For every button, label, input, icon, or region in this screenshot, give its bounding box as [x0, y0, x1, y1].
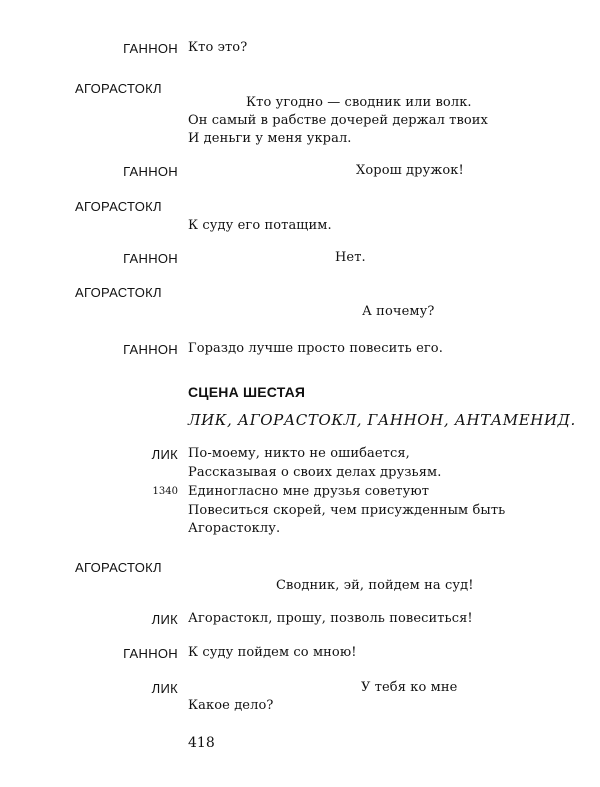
speaker-gannon: ГАННОН	[123, 646, 178, 661]
speaker-agorastokl: АГОРАСТОКЛ	[75, 81, 162, 96]
verse-line: Хорош дружок!	[356, 163, 464, 178]
verse-line: Кто это?	[188, 40, 248, 55]
speaker-gannon: ГАННОН	[123, 41, 178, 56]
page-number: 418	[188, 735, 215, 751]
verse-line: Агорастокл, прошу, позволь повеситься!	[188, 611, 473, 626]
speaker-agorastokl: АГОРАСТОКЛ	[75, 199, 162, 214]
speaker-lik: ЛИК	[151, 612, 178, 627]
verse-line: По-моему, никто не ошибается,	[188, 446, 410, 461]
verse-line: Какое дело?	[188, 698, 274, 713]
speaker-gannon: ГАННОН	[123, 342, 178, 357]
verse-line: Он самый в рабстве дочерей держал твоих	[188, 113, 488, 128]
verse-line: Агорастоклу.	[188, 521, 281, 536]
verse-line: И деньги у меня украл.	[188, 131, 352, 146]
verse-line: К суду его потащим.	[188, 218, 332, 233]
scene-cast: ЛИК, АГОРАСТОКЛ, ГАННОН, АНТАМЕНИД.	[188, 411, 576, 429]
line-number: 1340	[152, 486, 178, 497]
scene-title: СЦЕНА ШЕСТАЯ	[188, 384, 306, 400]
verse-line: Повеситься скорей, чем присужденным быть	[188, 503, 506, 518]
speaker-agorastokl: АГОРАСТОКЛ	[75, 285, 162, 300]
verse-line: Кто угодно — сводник или волк.	[246, 95, 472, 110]
speaker-lik: ЛИК	[151, 681, 178, 696]
speaker-agorastokl: АГОРАСТОКЛ	[75, 560, 162, 575]
speaker-gannon: ГАННОН	[123, 251, 178, 266]
verse-line: Нет.	[335, 250, 366, 265]
verse-line: Гораздо лучше просто повесить его.	[188, 341, 443, 356]
verse-line: К суду пойдем со мною!	[188, 645, 357, 660]
verse-line: А почему?	[362, 304, 435, 319]
verse-line: У тебя ко мне	[361, 680, 458, 695]
verse-line: Единогласно мне друзья советуют	[188, 484, 430, 499]
speaker-gannon: ГАННОН	[123, 164, 178, 179]
speaker-lik: ЛИК	[151, 447, 178, 462]
verse-line: Рассказывая о своих делах друзьям.	[188, 465, 442, 480]
verse-line: Сводник, эй, пойдем на суд!	[276, 578, 474, 593]
